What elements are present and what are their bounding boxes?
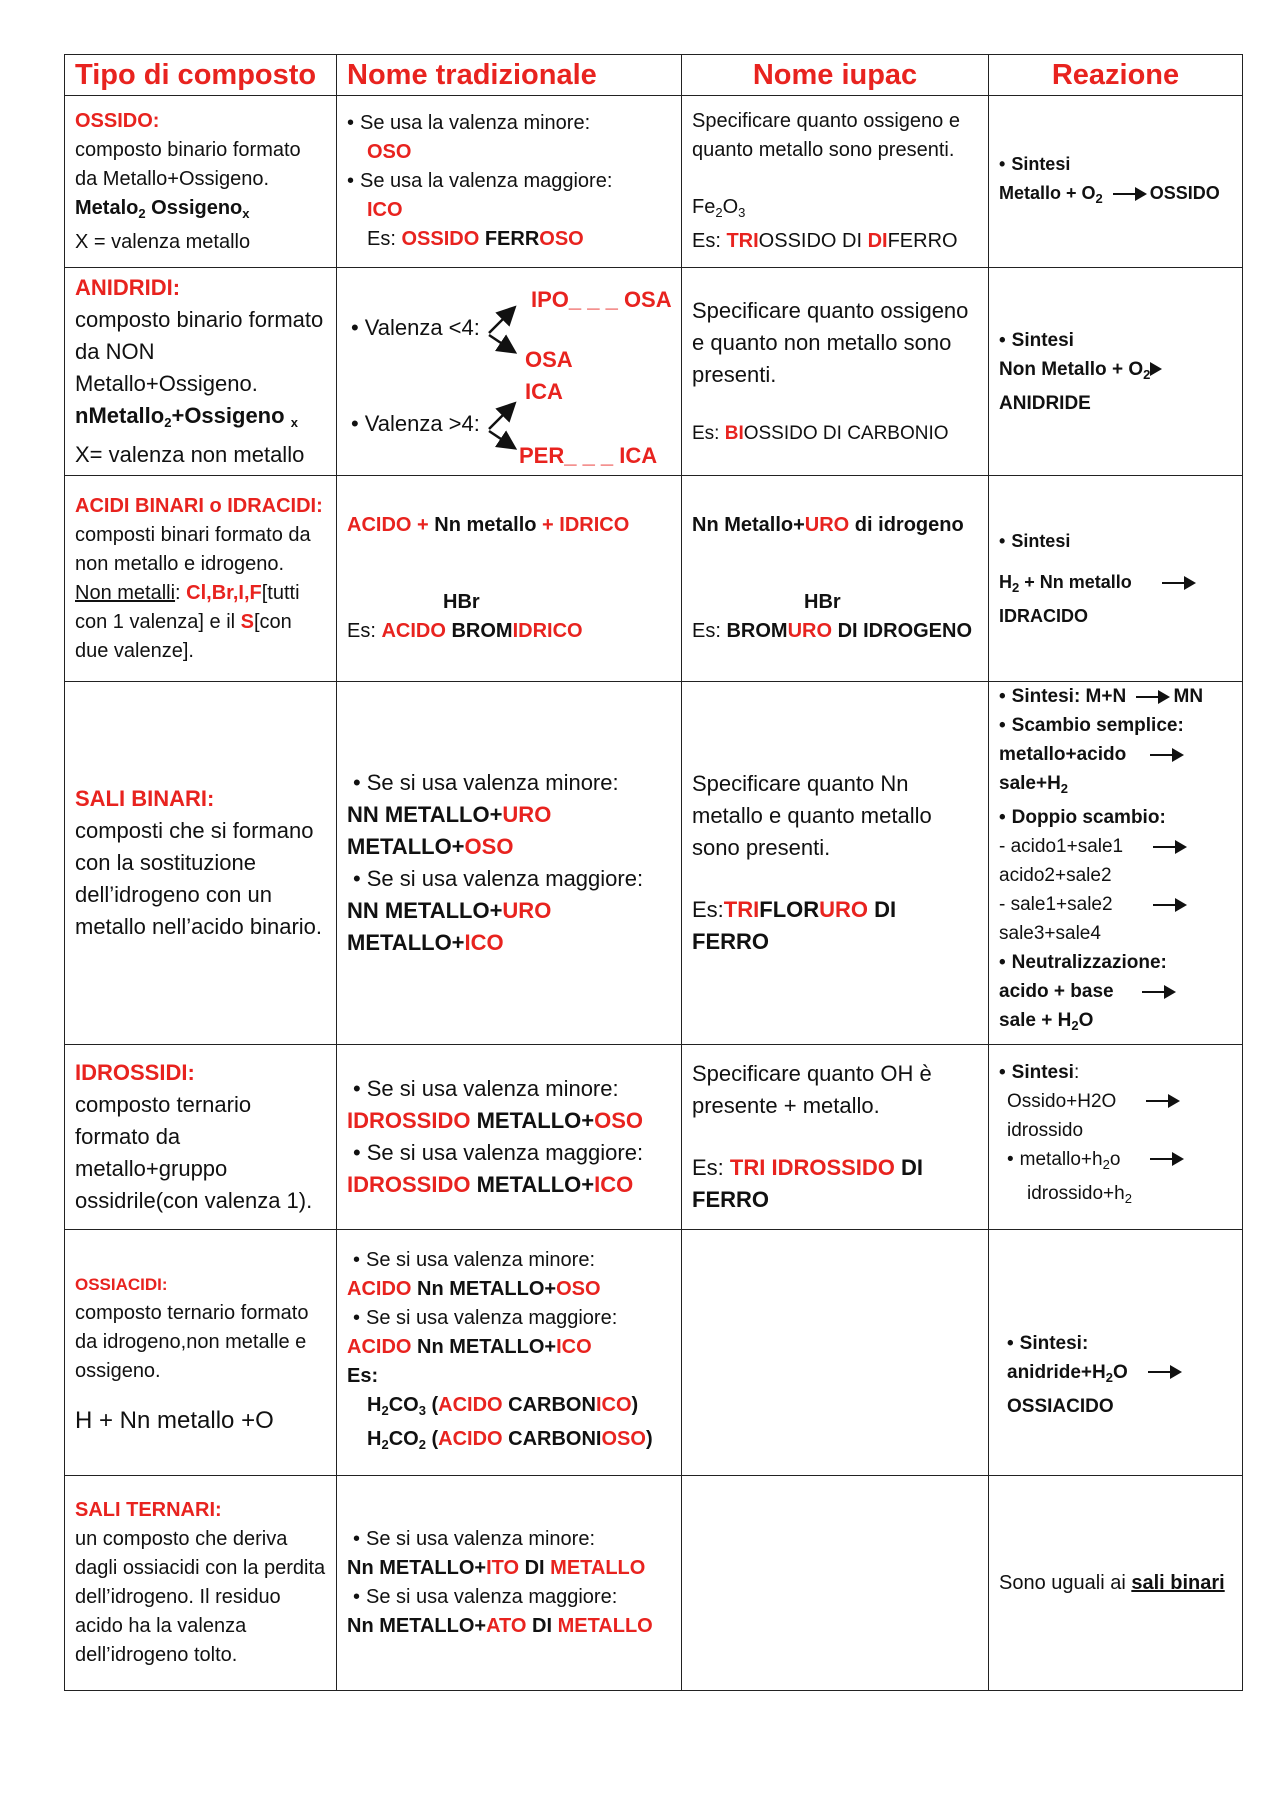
ossido-iupac-formula: $Fe_2O_3$	[692, 196, 746, 220]
arrow-icon	[1136, 696, 1168, 698]
saliternari-iupac-cell	[682, 1476, 989, 1691]
arrow-icon	[1150, 1158, 1182, 1160]
idracidi-trad-rule: ACIDO + Nn metallo + IDRICO	[347, 514, 630, 536]
anidridi-reaz-line: Non Metallo + $O_2$	[999, 359, 1160, 380]
anidridi-iupac-desc: Specificare quanto ossigeno e quanto non metallo sono presenti.	[692, 298, 969, 387]
anidridi-reaz-sintesi: • Sintesi	[999, 326, 1232, 355]
ossiacidi-trad-es: Es:	[347, 1365, 379, 1387]
ossido-trad-cell	[337, 96, 682, 268]
arrow-icon	[1153, 846, 1185, 848]
salibinari-iupac-cell	[682, 682, 989, 1045]
ossiacidi-ex2: $H_2CO_2$ (ACIDO CARBONIOSO)	[367, 1428, 653, 1452]
ossiacidi-trad-b1: • Se si usa valenza minore:	[347, 1246, 671, 1275]
ossido-iupac-desc: Specificare quanto ossigeno e quanto metallo sono presenti.	[692, 110, 960, 161]
saliternari-trad-b2: • Se si usa valenza maggiore:	[347, 1583, 671, 1612]
salibinari-trad-cell	[337, 682, 682, 1045]
ossido-title: OSSIDO:	[75, 109, 160, 132]
anidridi-desc: composto binario formato da NON Metallo+Ossigeno.	[75, 307, 324, 396]
idracidi-title: ACIDI BINARI o IDRACIDI:	[75, 494, 323, 517]
arrow-icon	[1113, 193, 1145, 195]
ossiacidi-trad-l2: ACIDO Nn METALLO+ICO	[347, 1336, 592, 1358]
anidridi-iupac-cell	[682, 268, 989, 476]
salibinari-trad-l1b: METALLO+OSO	[347, 834, 514, 859]
idracidi-reaz-cell	[989, 476, 1243, 682]
ossiacidi-reaz-r: OSSIACIDO	[1007, 1395, 1114, 1417]
ossiacidi-trad-l1: ACIDO Nn METALLO+OSO	[347, 1278, 601, 1300]
ossiacidi-trad-b2: • Se si usa valenza maggiore:	[347, 1304, 671, 1333]
idracidi-type-cell	[65, 476, 337, 682]
ossido-trad-b1: • Se usa la valenza minore:	[347, 109, 671, 138]
header-nome-tradizionale: Nome tradizionale	[337, 55, 682, 96]
salibinari-trad-b1: • Se si usa valenza minore:	[347, 767, 671, 799]
ossido-trad-b2: • Se usa la valenza maggiore:	[347, 167, 671, 196]
salibinari-reaz-sintesi: • Sintesi: M+N MN	[999, 682, 1232, 711]
salibinari-reaz-scambio-l: metallo+acido	[999, 740, 1232, 769]
salibinari-reaz-neutr-r: sale + $H_2O$	[999, 1010, 1094, 1033]
salibinari-trad-l2b: METALLO+ICO	[347, 930, 504, 955]
salibinari-reaz-d2r: sale3+sale4	[999, 923, 1101, 944]
salibinari-reaz-d1r: acido2+sale2	[999, 865, 1112, 886]
arrow-icon	[1146, 1100, 1178, 1102]
anidridi-trad-cell	[337, 268, 682, 476]
arrow-icon	[1150, 754, 1182, 756]
header-tipo: Tipo di composto	[65, 55, 337, 96]
salibinari-trad-l1a: NN METALLO+URO	[347, 802, 552, 827]
idrossidi-reaz-r2: $idrossido+h_2$	[1027, 1182, 1132, 1206]
idracidi-reaz-line: $H_2 + Nn$ metallo	[999, 572, 1194, 592]
idracidi-iupac-rule: Nn Metallo+URO di idrogeno	[692, 514, 964, 536]
anidridi-formula: nMetallo$_2$+Ossigeno $_x$	[75, 403, 298, 430]
anidridi-ica: ICA	[525, 378, 563, 404]
saliternari-trad-l2: Nn METALLO+ATO DI METALLO	[347, 1615, 653, 1637]
header-nome-iupac: Nome iupac	[682, 55, 989, 96]
salibinari-trad-b2: • Se si usa valenza maggiore:	[347, 863, 671, 895]
idrossidi-trad-l2: IDROSSIDO METALLO+ICO	[347, 1172, 634, 1197]
ossido-trad-oso: OSO	[367, 141, 412, 163]
ossido-type-cell	[65, 96, 337, 268]
ossido-iupac-es: Es: TRIOSSIDO DI DIFERRO	[692, 230, 958, 252]
salibinari-iupac-desc: Specificare quanto Nn metallo e quanto metallo sono presenti.	[692, 771, 932, 860]
row-ossiacidi	[65, 1230, 1243, 1476]
saliternari-reaz-cell	[989, 1476, 1243, 1691]
idrossidi-type-cell	[65, 1045, 337, 1230]
row-ossido	[65, 96, 1243, 268]
saliternari-title: SALI TERNARI:	[75, 1499, 222, 1521]
anidridi-type-cell	[65, 268, 337, 476]
header-reazione: Reazione	[989, 55, 1243, 96]
anidridi-reaz-cell	[989, 268, 1243, 476]
ossido-x: X = valenza metallo	[75, 230, 251, 253]
anidridi-osa: OSA	[525, 346, 573, 372]
anidridi-title: ANIDRIDI:	[75, 275, 181, 300]
header-row	[65, 55, 1243, 96]
row-idracidi	[65, 476, 1243, 682]
ossido-reaz-line: Metallo + $O_2$ OSSIDO	[999, 183, 1220, 206]
arrow-icon	[1162, 582, 1194, 584]
ossido-iupac-cell	[682, 96, 989, 268]
idracidi-nonmetalli: Non metalli: Cl,Br,I,F[tutti con 1 valenza] e il S[con due valenze].	[75, 581, 300, 662]
idrossidi-title: IDROSSIDI:	[75, 1060, 195, 1085]
saliternari-trad-cell	[337, 1476, 682, 1691]
idracidi-trad-cell	[337, 476, 682, 682]
salibinari-trad-l2a: NN METALLO+URO	[347, 898, 552, 923]
arrow-icon	[1152, 368, 1160, 370]
saliternari-reaz-link: sali binari	[1131, 1571, 1225, 1594]
idrossidi-trad-b1: • Se si usa valenza minore:	[347, 1073, 671, 1105]
idrossidi-reaz-l1: Ossido+H2O	[999, 1087, 1232, 1116]
idrossidi-desc: composto ternario formato da metallo+gruppo ossidrile(con valenza 1).	[75, 1092, 313, 1213]
salibinari-reaz-d1: - acido1+sale1	[999, 832, 1232, 861]
salibinari-type-cell	[65, 682, 337, 1045]
saliternari-trad-l1: Nn METALLO+ITO DI METALLO	[347, 1557, 646, 1579]
saliternari-trad-b1: • Se si usa valenza minore:	[347, 1525, 671, 1554]
ossido-desc: composto binario formato da Metallo+Ossigeno.	[75, 138, 301, 190]
anidridi-valenza-diagram	[337, 279, 681, 468]
row-idrossidi	[65, 1045, 1243, 1230]
idracidi-iupac-hbr: HBr	[804, 591, 841, 613]
idrossidi-reaz-r1: idrossido	[1007, 1119, 1084, 1141]
salibinari-reaz-cell	[989, 682, 1243, 1045]
ossiacidi-desc: composto ternario formato da idrogeno,non metalle e ossigeno.	[75, 1302, 309, 1382]
row-sali-binari	[65, 682, 1243, 1045]
saliternari-desc: un composto che deriva dagli ossiacidi con la perdita dell’idrogeno. Il residuo acido ha la valenza dell’idrogeno tolto.	[75, 1528, 326, 1666]
idrossidi-trad-cell	[337, 1045, 682, 1230]
salibinari-reaz-scambio: • Scambio semplice:	[999, 711, 1232, 740]
compounds-table	[64, 54, 1243, 1691]
ossido-reaz-sintesi: • Sintesi	[999, 150, 1232, 179]
anidridi-iupac-es: Es: BIOSSIDO DI CARBONIO	[692, 423, 949, 444]
idracidi-reaz-sintesi: • Sintesi	[999, 527, 1232, 556]
idrossidi-reaz-sintesi: • Sintesi:	[999, 1058, 1232, 1087]
arrow-icon	[1153, 904, 1185, 906]
idrossidi-iupac-cell	[682, 1045, 989, 1230]
branch-arrows-icon	[337, 279, 682, 475]
idrossidi-reaz-cell	[989, 1045, 1243, 1230]
idracidi-iupac-cell	[682, 476, 989, 682]
arrow-icon	[1142, 991, 1174, 993]
salibinari-reaz-scambio-r: $sale+H_2$	[999, 773, 1069, 796]
anidridi-x: X= valenza non metallo	[75, 442, 305, 467]
salibinari-reaz-doppio: • Doppio scambio:	[999, 803, 1232, 832]
salibinari-reaz-d2: - sale1+sale2	[999, 890, 1232, 919]
idrossidi-trad-b2: • Se si usa valenza maggiore:	[347, 1137, 671, 1169]
anidridi-val-gt: • Valenza >4:	[351, 409, 480, 438]
anidridi-ipo: IPO_ _ _ OSA	[531, 286, 672, 312]
idracidi-desc: composti binari formato da non metallo e idrogeno.	[75, 523, 311, 575]
ossiacidi-reaz-sintesi: • Sintesi:	[999, 1329, 1232, 1358]
ossiacidi-trad-cell	[337, 1230, 682, 1476]
ossiacidi-ex1: $H_2CO_3$ (ACIDO CARBONICO)	[367, 1394, 639, 1418]
salibinari-reaz-neutr-l: acido + base	[999, 977, 1232, 1006]
ossiacidi-reaz-cell	[989, 1230, 1243, 1476]
idrossidi-iupac-es: Es: TRI IDROSSIDO DI FERRO	[692, 1155, 924, 1212]
ossiacidi-type-cell	[65, 1230, 337, 1476]
ossido-trad-ico: ICO	[367, 199, 403, 221]
saliternari-reaz-text: Sono uguali ai	[999, 1571, 1132, 1594]
idracidi-reaz-right: IDRACIDO	[999, 605, 1088, 626]
salibinari-iupac-es: Es:TRIFLORURO DI FERRO	[692, 897, 897, 954]
ossiacidi-iupac-cell	[682, 1230, 989, 1476]
idracidi-trad-es: Es: ACIDO BROMIDRICO	[347, 620, 583, 642]
anidridi-reaz-right: ANIDRIDE	[999, 392, 1091, 414]
ossido-trad-es: Es: OSSIDO FERROSO	[367, 228, 584, 250]
idrossidi-reaz-l2: • $metallo+h_2o$	[999, 1145, 1232, 1179]
anidridi-val-lt: • Valenza <4:	[351, 313, 480, 342]
ossido-formula: Metalo$_2$ Ossigeno$_x$	[75, 196, 250, 221]
row-anidridi	[65, 268, 1243, 476]
idrossidi-trad-l1: IDROSSIDO METALLO+OSO	[347, 1108, 644, 1133]
ossiacidi-title: OSSIACIDI:	[75, 1275, 168, 1294]
idracidi-iupac-es: Es: BROMURO DI IDROGENO	[692, 620, 973, 642]
idrossidi-iupac-desc: Specificare quanto OH è presente + metallo.	[692, 1061, 932, 1118]
idracidi-trad-hbr: HBr	[443, 591, 480, 613]
salibinari-title: SALI BINARI:	[75, 786, 215, 811]
row-sali-ternari	[65, 1476, 1243, 1691]
arrow-icon	[1148, 1371, 1180, 1373]
ossido-reaz-cell	[989, 96, 1243, 268]
ossiacidi-reaz-l: $anidride+H_2O$	[999, 1358, 1232, 1392]
saliternari-type-cell	[65, 1476, 337, 1691]
ossiacidi-formula: H + Nn metallo +O	[75, 1407, 274, 1434]
salibinari-desc: composti che si formano con la sostituzione dell’idrogeno con un metallo nell’acido binario.	[75, 818, 323, 939]
anidridi-per: PER_ _ _ ICA	[519, 442, 658, 468]
salibinari-reaz-neutr: • Neutralizzazione:	[999, 948, 1232, 977]
